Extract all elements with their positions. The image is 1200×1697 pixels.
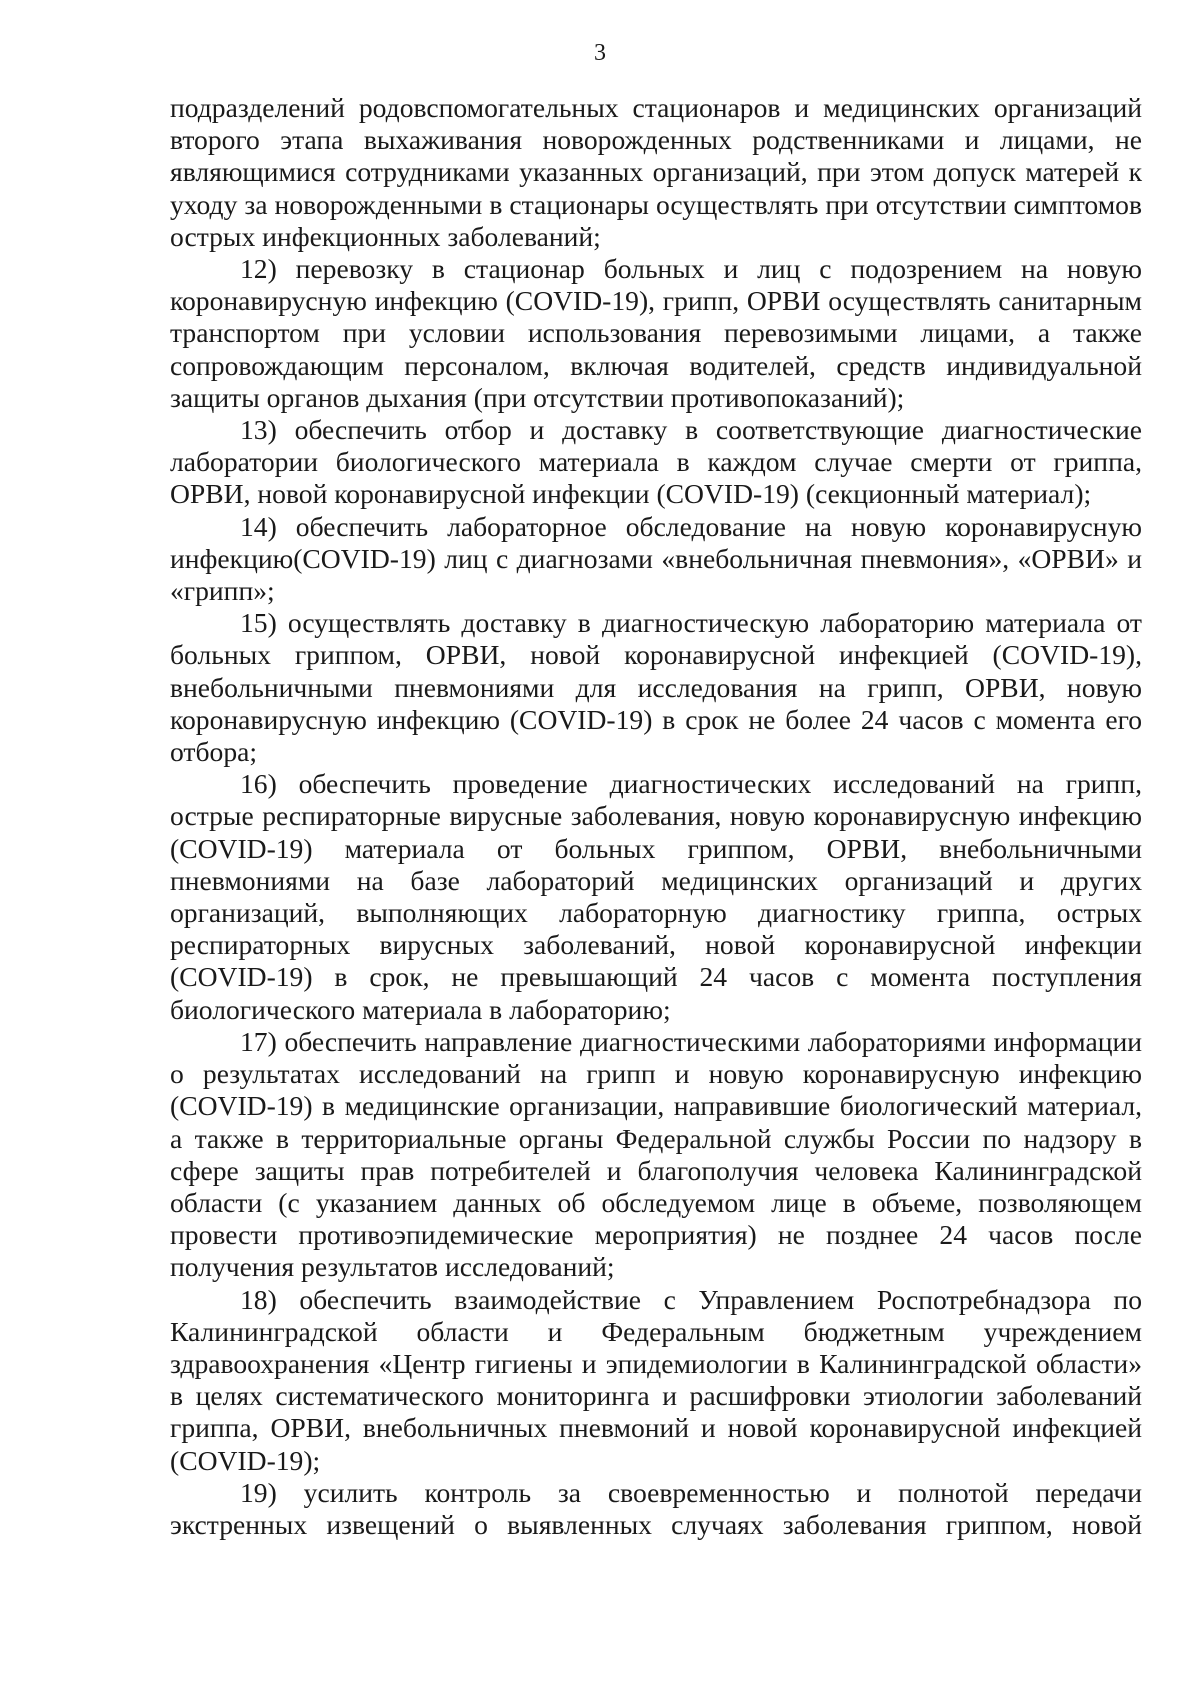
paragraph-item-12: 12) перевозку в стационар больных и лиц с подозрением на новую коронавирусную инфекцию (COVID-19), грипп, ОРВИ осуществлять санитарным транспортом при условии использования перевозимыми лицами, а также сопровождающим персоналом, включая водителей, средств индивидуальной защиты органов дыхания (при отсутствии противопоказаний); <box>170 253 1142 413</box>
paragraph-item-13: 13) обеспечить отбор и доставку в соответствующие диагностические лаборатории биологического материала в каждом случае смерти от гриппа, ОРВИ, новой коронавирусной инфекции (COVID-19) (секционный материал); <box>170 414 1142 510</box>
paragraph-continuation: подразделений родовспомогательных стационаров и медицинских организаций второго этапа выхаживания новорожденных родственниками и лицами, не являющимися сотрудниками указанных организаций, при этом допуск матерей к уходу за новорожденными в стационары осуществлять при отсутствии симптомов острых инфекционных заболеваний; <box>170 92 1142 252</box>
page-number: 3 <box>594 40 606 66</box>
document-body <box>170 92 1142 1541</box>
paragraph-item-17: 17) обеспечить направление диагностическими лабораториями информации о результатах исследований на грипп и новую коронавирусную инфекцию (COVID-19) в медицинские организации, направившие биологический материал, а также в территориальные органы Федеральной службы России по надзору в сфере защиты прав потребителей и благополучия человека Калининградской области (с указанием данных об обследуемом лице в объеме, позволяющем провести противоэпидемические мероприятия) не позднее 24 часов после получения результатов исследований; <box>170 1025 1142 1283</box>
paragraph-item-16: 16) обеспечить проведение диагностических исследований на грипп, острые респираторные вирусные заболевания, новую коронавирусную инфекцию (COVID-19) материала от больных гриппом, ОРВИ, внебольничными пневмониями на базе лабораторий медицинских организаций и других организаций, выполняющих лабораторную диагностику гриппа, острых респираторных вирусных заболеваний, новой коронавирусной инфекции (COVID-19) в срок, не превышающий 24 часов с момента поступления биологического материала в лабораторию; <box>170 768 1142 1025</box>
paragraph-item-14: 14) обеспечить лабораторное обследование на новую коронавирусную инфекцию(COVID-19) лиц с диагнозами «внебольничная пневмония», «ОРВИ» и «грипп»; <box>170 510 1142 607</box>
paragraph-item-15: 15) осуществлять доставку в диагностическую лабораторию материала от больных гриппом, ОРВИ, новой коронавирусной инфекцией (COVID-19), внебольничными пневмониями для исследования на грипп, ОРВИ, новую коронавирусную инфекцию (COVID-19) в срок не более 24 часов с момента его отбора; <box>170 607 1142 768</box>
paragraph-item-18: 18) обеспечить взаимодействие с Управлением Роспотребнадзора по Калининградской области и Федеральным бюджетным учреждением здравоохранения «Центр гигиены и эпидемиологии в Калининградской области» в целях систематического мониторинга и расшифровки этиологии заболеваний гриппа, ОРВИ, внебольничных пневмоний и новой коронавирусной инфекцией (COVID-19); <box>170 1283 1142 1476</box>
paragraph-item-19: 19) усилить контроль за своевременностью и полнотой передачи экстренных извещений о выявленных случаях заболевания гриппом, новой <box>170 1476 1142 1540</box>
